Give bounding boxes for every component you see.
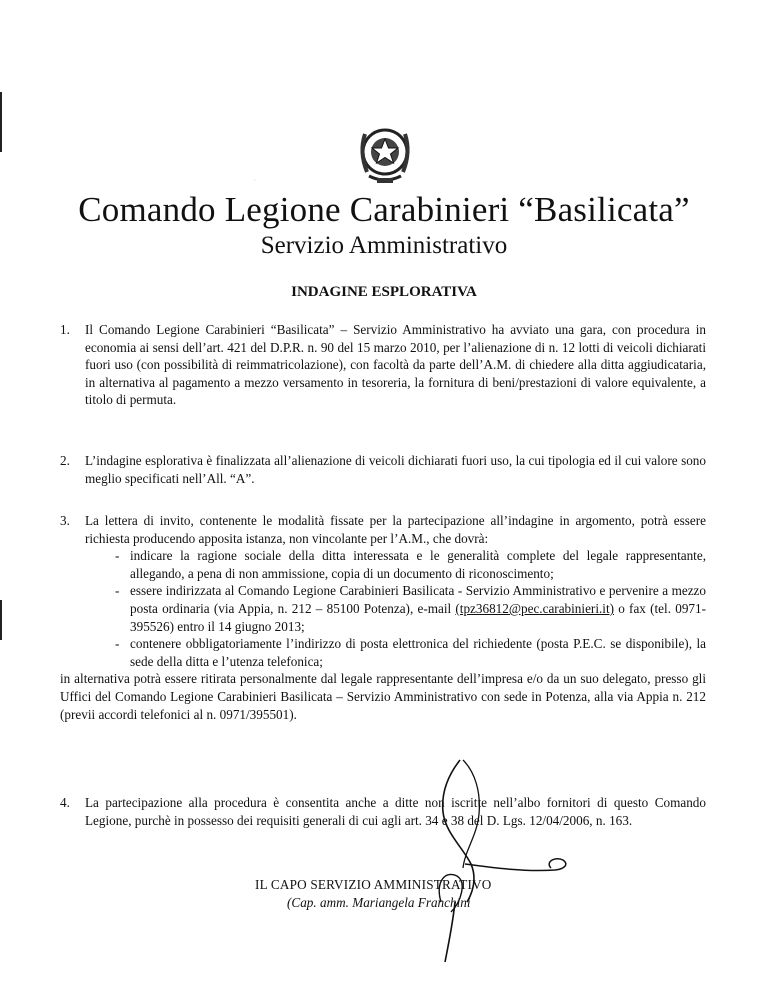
list-item	[60, 512, 706, 723]
italian-republic-emblem-icon	[355, 122, 415, 188]
requirement-text: o fax (tel. 0971-395526) entro il 14 giugno 2013;	[130, 600, 706, 634]
page-title: Comando Legione Carabinieri “Basilicata”	[78, 190, 690, 229]
requirement-item	[85, 635, 706, 670]
page-subtitle: Servizio Amministrativo	[260, 232, 508, 259]
handwritten-signature	[405, 752, 605, 972]
requirement-list	[85, 547, 706, 670]
signatory-role: IL CAPO SERVIZIO AMMINISTRATIVO	[255, 877, 492, 892]
scan-edge-mark	[0, 600, 2, 640]
signatory-name: (Cap. amm. Mariangela Franchini	[287, 895, 471, 910]
section-heading: INDAGINE ESPLORATIVA	[291, 284, 477, 300]
list-item	[60, 321, 706, 409]
email-link[interactable]: (tpz36812@pec.carabinieri.it)	[455, 600, 614, 616]
requirement-item	[85, 547, 706, 582]
item-number: 2.	[60, 453, 70, 468]
requirement-text: contenere obbligatoriamente l’indirizzo di posta elettronica del richiedente (posta P.E.C. se disponibile), la sede della ditta e l’utenza telefonica;	[130, 636, 706, 669]
item-text: La partecipazione alla procedura è consentita anche a ditte non iscritte nell’albo fornitori di questo Comando Legione, purchè in possesso dei requisiti generali di cui agli art. 34 e 38 del D. Lgs. 12/04/2006, n. 163.	[85, 795, 706, 828]
bullet-dash: -	[115, 583, 120, 599]
item-tail-text: in alternativa potrà essere ritirata personalmente dal legale rappresentante dell’impresa e/o da un suo delegato, presso gli Uffici del Comando Legione Carabinieri Basilicata – Servizio Amministrativo con sede in Potenza, alla via Appia n. 212 (previi accordi telefonici al n. 0971/395501).	[60, 671, 706, 722]
bullet-dash: -	[115, 636, 120, 652]
item-text: Il Comando Legione Carabinieri “Basilicata” – Servizio Amministrativo ha avviato una gara, con procedura in economia ai sensi dell’art. 421 del D.P.R. n. 90 del 15 marzo 2010, per l’alienazione di n. 12 lotti di veicoli dichiarati fuori uso (con possibilità di reimmatricolazione), con facoltà da parte dell’A.M. di chiedere alla ditta aggiudicataria, in alternativa al pagamento a mezzo versamento in tesoreria, la fornitura di beni/prestazioni di valore equivalente, a titolo di permuta.	[85, 322, 706, 408]
item-number: 4.	[60, 795, 70, 810]
requirement-item	[85, 582, 706, 635]
list-item	[60, 794, 706, 829]
requirement-text: indicare la ragione sociale della ditta interessata e le generalità complete del legale rappresentante, allegando, a pena di non ammissione, copia di un documento di riconoscimento;	[130, 548, 706, 581]
item-intro: La lettera di invito, contenente le modalità fissate per la partecipazione all’indagine in argomento, potrà essere richiesta producendo apposita istanza, non vincolante per l’A.M., che dovrà:	[85, 513, 706, 546]
requirement-text: essere indirizzata al Comando Legione Carabinieri Basilicata - Servizio Amministrativo e pervenire a mezzo posta ordinaria (via Appia, n. 212 – 85100 Potenza), e-mail	[130, 583, 706, 616]
item-number: 1.	[60, 322, 70, 337]
list-item	[60, 452, 706, 487]
scan-edge-mark	[0, 92, 2, 152]
bullet-dash: -	[115, 548, 120, 564]
item-text: L’indagine esplorativa è finalizzata all’alienazione di veicoli dichiarati fuori uso, la cui tipologia ed il cui valore sono meglio specificati nell’All. “A”.	[85, 453, 706, 486]
scan-speck: ·	[254, 178, 256, 184]
item-number: 3.	[60, 513, 70, 528]
